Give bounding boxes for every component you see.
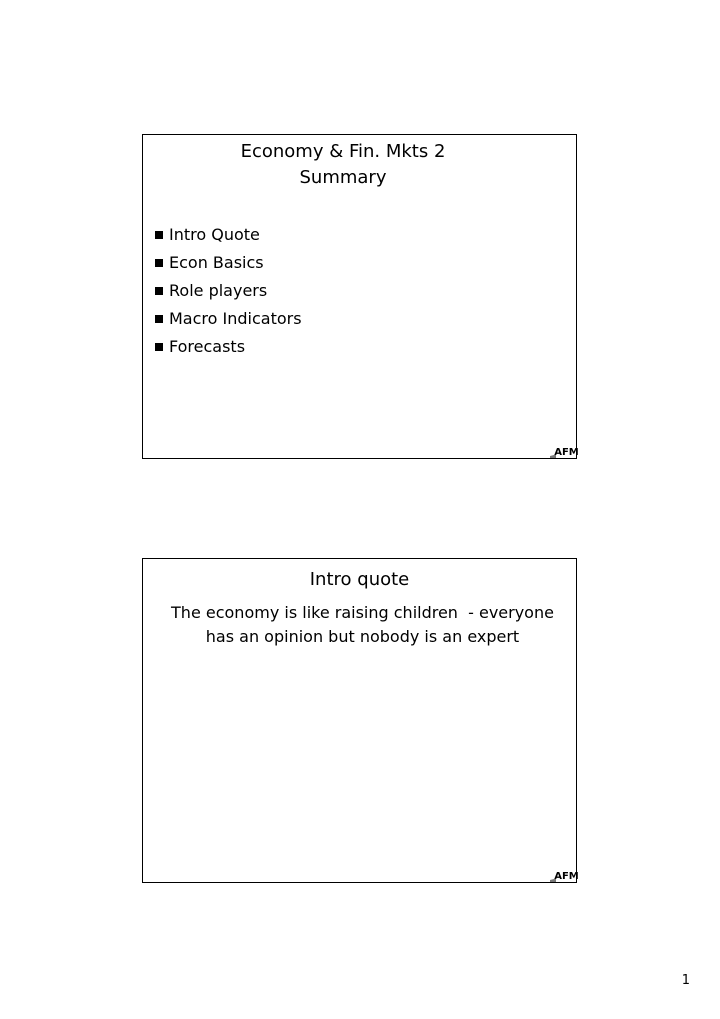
quote-line-1: The economy is like raising children - everyone bbox=[171, 603, 554, 622]
list-item bbox=[155, 249, 302, 277]
square-bullet-icon bbox=[155, 231, 163, 239]
list-item bbox=[155, 277, 302, 305]
list-item bbox=[155, 305, 302, 333]
list-item bbox=[155, 333, 302, 361]
quote-text bbox=[153, 601, 572, 649]
bullet-text: Intro Quote bbox=[169, 225, 260, 244]
square-bullet-icon bbox=[155, 315, 163, 323]
square-bullet-icon bbox=[155, 287, 163, 295]
slide-title-line-2: Summary bbox=[299, 167, 387, 188]
afm-logo-icon bbox=[550, 436, 579, 458]
quote-line-2: has an opinion but nobody is an expert bbox=[205, 627, 520, 646]
square-bullet-icon bbox=[155, 343, 163, 351]
slide-intro-quote bbox=[142, 558, 577, 883]
bullet-text: Econ Basics bbox=[169, 253, 264, 272]
logo-text: AFM bbox=[554, 871, 579, 882]
slide-summary bbox=[142, 134, 577, 459]
slide-title-line-1: Economy & Fin. Mkts 2 bbox=[240, 141, 446, 162]
list-item bbox=[155, 221, 302, 249]
logo-text: AFM bbox=[554, 447, 579, 458]
page-number: 1 bbox=[681, 973, 690, 988]
slide-title bbox=[143, 139, 543, 191]
slide-title: Intro quote bbox=[309, 569, 410, 590]
afm-logo-icon bbox=[550, 860, 579, 882]
bullet-text: Macro Indicators bbox=[169, 309, 302, 328]
bullet-text: Forecasts bbox=[169, 337, 246, 356]
square-bullet-icon bbox=[155, 259, 163, 267]
bullet-text: Role players bbox=[169, 281, 268, 300]
bullet-list bbox=[155, 221, 302, 361]
